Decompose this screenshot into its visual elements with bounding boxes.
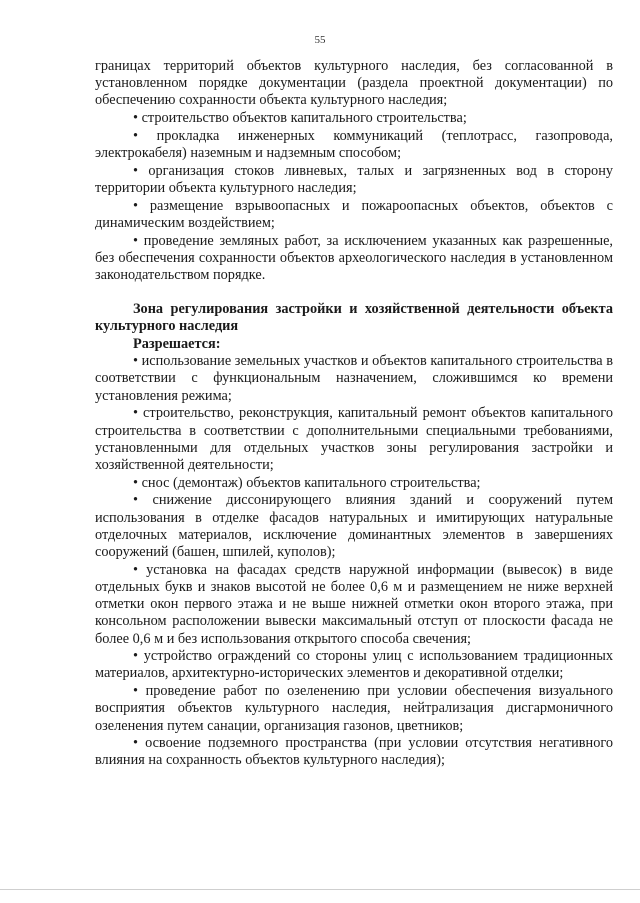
list-item: • устройство ограждений со стороны улиц с использованием традиционных материалов, архитектурно-исторических элементов и декоративной отделки; [95, 648, 613, 682]
list-item: • использование земельных участков и объектов капитального строительства в соответствии с функциональным назначением, сложившимся ко времени установления режима; [95, 353, 613, 404]
page-bottom-edge [0, 889, 640, 890]
document-body [95, 58, 613, 770]
page-number: 55 [314, 34, 326, 46]
list-item: • снижение диссонирующего влияния зданий и сооружений путем использования в отделке фасадов натуральных и имитирующих натуральные отделочных материалов, исключение доминантных элементов в завершениях сооружений (башен, шпилей, куполов); [95, 492, 613, 560]
list-item: • освоение подземного пространства (при условии отсутствия негативного влияния на сохранность объектов культурного наследия); [95, 735, 613, 769]
list-item: • проведение работ по озеленению при условии обеспечения визуального восприятия объектов культурного наследия, нейтрализация дисгармоничного озеленения путем санации, организация газонов, цветников; [95, 683, 613, 734]
list-item: • установка на фасадах средств наружной информации (вывесок) в виде отдельных букв и знаков высотой не более 0,6 м и размещением не ниже верхней отметки окон первого этажа и не выше нижней отметки окон второго этажа, при консольном расположении вывески максимальный отступ от плоскости фасада не более 0,6 м и без использования открытого способа свечения; [95, 561, 613, 647]
list-item: • прокладка инженерных коммуникаций (теплотрасс, газопровода, электрокабеля) наземным и надземным способом; [95, 127, 613, 162]
list-item: • строительство, реконструкция, капитальный ремонт объектов капитального строительства в соответствии с дополнительными специальными требованиями, установленными для отдельных участков зоны регулирования застройки и хозяйственной деятельности; [95, 405, 613, 473]
list-item: • проведение земляных работ, за исключением указанных как разрешенные, без обеспечения сохранности объектов археологического наследия в установленном законодательством порядке. [95, 232, 613, 283]
list-item: • организация стоков ливневых, талых и загрязненных вод в сторону территории объекта культурного наследия; [95, 162, 613, 196]
list-item: • размещение взрывоопасных и пожароопасных объектов, объектов с динамическим воздействием; [95, 197, 613, 231]
list-item: • снос (демонтаж) объектов капитального строительства; [133, 474, 481, 491]
section-subheading: Разрешается: [133, 335, 221, 352]
continued-paragraph: границах территорий объектов культурного наследия, без согласованной в установленном порядке документации (раздела проектной документации) по обеспечению сохранности объекта культурного наследия; [95, 58, 613, 109]
section-heading: Зона регулирования застройки и хозяйственной деятельности объекта культурного наследия [95, 301, 613, 335]
list-item: • строительство объектов капитального строительства; [133, 110, 467, 127]
